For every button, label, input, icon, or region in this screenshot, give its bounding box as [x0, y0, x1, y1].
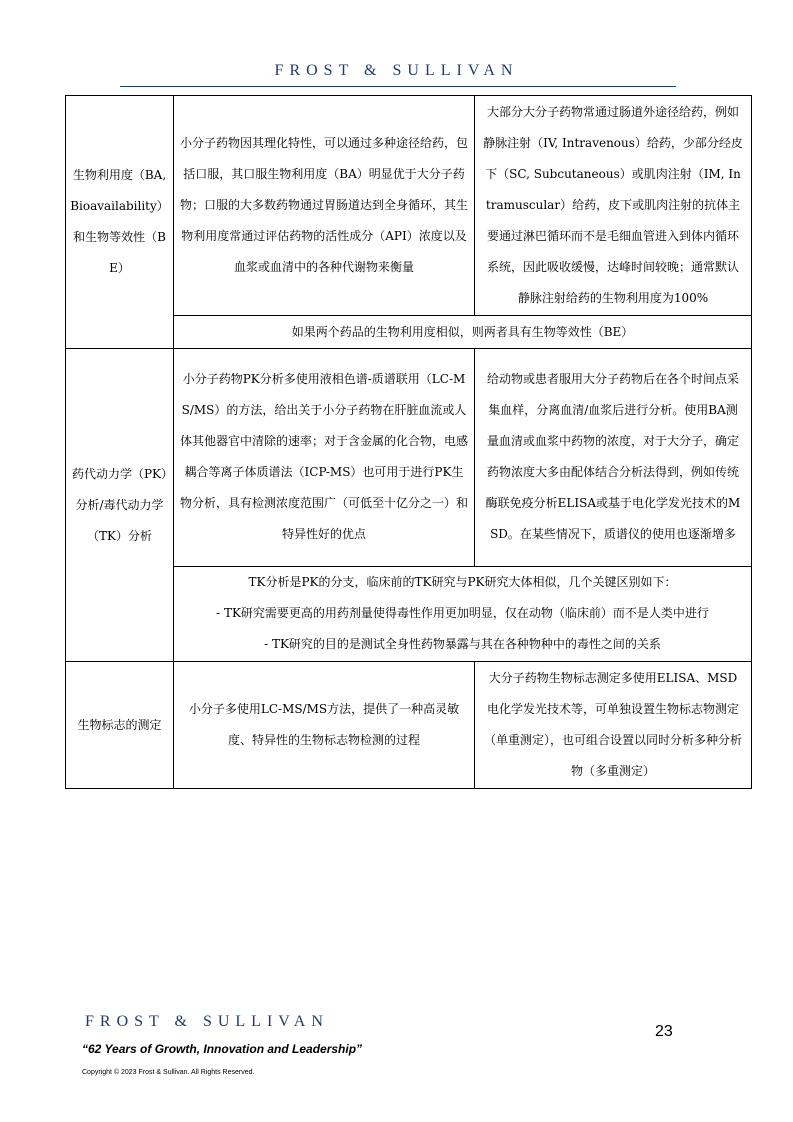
footer-brand-logo: FROST & SULLIVAN: [85, 1013, 329, 1030]
tk-point-purpose: - TK研究的目的是测试全身性药物暴露与其在各种物种中的毒性之间的关系: [264, 637, 661, 652]
cell-large-molecule-ba: 大部分大分子药物常通过肠道外途径给药，例如静脉注射（IV, Intravenous）给药，少部分经皮下（SC, Subcutaneous）或肌肉注射（IM, Intramuscular）给药，皮下或肌肉注射的抗体主要通过淋巴循环而不是毛细血管进入到体内循环系统，因此吸收缓慢，达峰时间较晚；通常默认静脉注射给药的生物利用度为100%: [475, 96, 752, 316]
tk-intro-text: TK分析是PK的分支，临床前的TK研究与PK研究大体相似，几个关键区别如下：: [248, 575, 677, 590]
cell-large-molecule-pk: 给动物或患者服用大分子药物后在各个时间点采集血样，分离血清/血浆后进行分析。使用BA测量血清或血浆中药物的浓度，对于大分子，确定药物浓度大多由配体结合分析法得到，例如传统酶联免疫分析ELISA或基于电化学发光技术的MSD。在某些情况下，质谱仪的使用也逐渐增多: [475, 349, 752, 567]
header-brand-logo: FROST & SULLIVAN: [274, 62, 519, 79]
footer-copyright: Copyright © 2023 Frost & Sullivan. All Rights Reserved.: [82, 1069, 255, 1076]
tk-point-dose: - TK研究需要更高的用药剂量使得毒性作用更加明显，仅在动物（临床前）而不是人类中进行: [216, 606, 709, 621]
comparison-table: [65, 95, 752, 789]
cell-small-molecule-pk: 小分子药物PK分析多使用液相色谱-质谱联用（LC-MS/MS）的方法，给出关于小分子药物在肝脏血流或人体其他器官中清除的速率；对于含金属的化合物，电感耦合等离子体质谱法（ICP-MS）也可用于进行PK生物分析，具有检测浓度范围广（可低至十亿分之一）和特异性好的优点: [174, 349, 475, 567]
cell-large-molecule-biomarker: 大分子药物生物标志测定多使用ELISA、MSD电化学发光技术等，可单独设置生物标志物测定（单重测定），也可组合设置以同时分析多种分析物（多重测定）: [475, 662, 752, 789]
footer-tagline: “62 Years of Growth, Innovation and Leadership”: [82, 1042, 363, 1056]
cell-shared-ba-be: 如果两个药品的生物利用度相似，则两者具有生物等效性（BE）: [174, 316, 752, 349]
table-row-pk-tk: [66, 349, 752, 567]
row-label-biomarker: 生物标志的测定: [66, 662, 174, 789]
cell-small-molecule-ba: 小分子药物因其理化特性，可以通过多种途径给药，包括口服，其口服生物利用度（BA）明显优于大分子药物；口服的大多数药物通过胃肠道达到全身循环，其生物利用度常通过评估药物的活性成分（API）浓度以及血浆或血清中的各种代谢物来衡量: [174, 96, 475, 316]
cell-small-molecule-biomarker: 小分子多使用LC-MS/MS方法，提供了一种高灵敏度、特异性的生物标志物检测的过程: [174, 662, 475, 789]
row-label-pk-tk: 药代动力学（PK）分析/毒代动力学（TK）分析: [66, 349, 174, 662]
page-number: 23: [655, 1023, 673, 1040]
table-row-ba-be: [66, 96, 752, 316]
table-row-biomarker: [66, 662, 752, 789]
header-divider: [120, 86, 676, 87]
cell-shared-pk-tk: [174, 566, 752, 661]
row-label-ba-be: 生物利用度（BA, Bioavailability）和生物等效性（BE）: [66, 96, 174, 349]
